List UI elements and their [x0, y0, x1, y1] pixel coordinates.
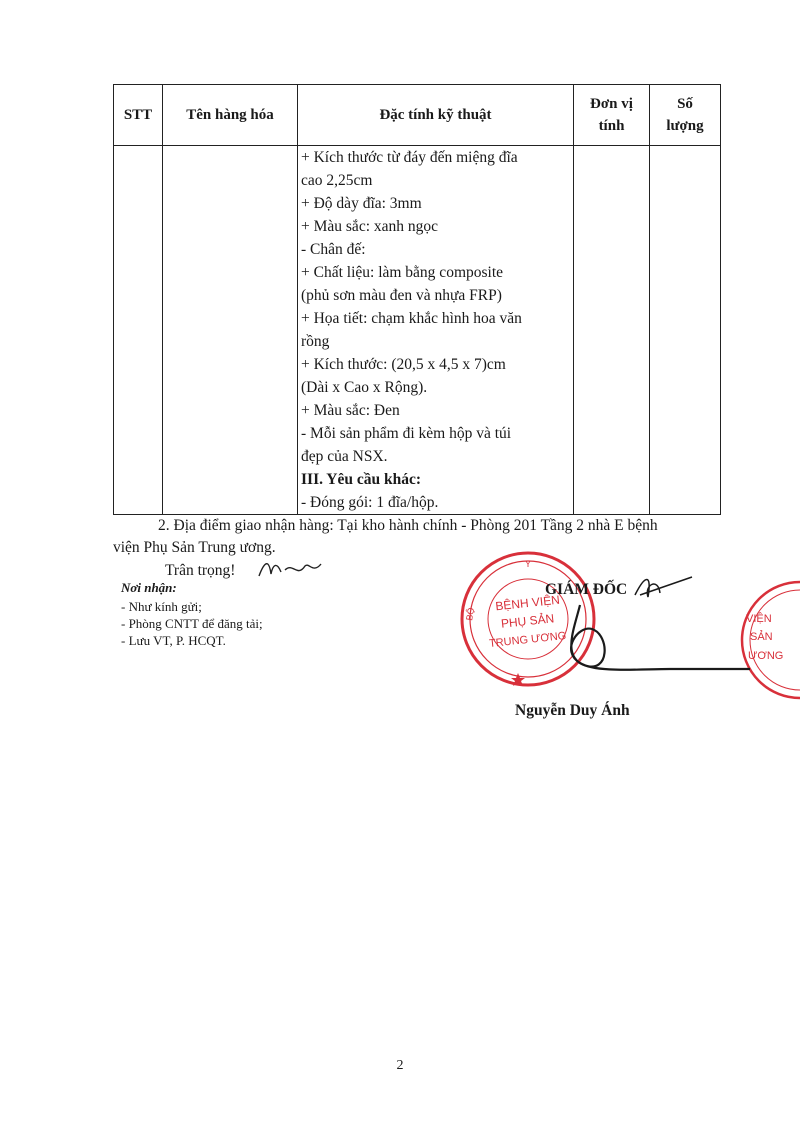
stamp-line-1: BỆNH VIỆN [494, 592, 561, 614]
cell-quantity [650, 146, 721, 515]
initials-signature-icon [255, 556, 325, 584]
closing-text: Trân trọng! [165, 562, 236, 579]
stamp-top-letter: Y [524, 559, 532, 569]
header-stt: STT [114, 85, 163, 146]
list-item: - Như kính gửi; [121, 599, 202, 614]
spec-line: (phủ sơn màu đen và nhựa FRP) [301, 287, 502, 304]
spec-line: - Mỗi sản phẩm đi kèm hộp và túi [301, 425, 512, 442]
header-unit-line2: tính [598, 118, 625, 134]
cell-unit [574, 146, 650, 515]
table-row [114, 146, 721, 515]
partial-stamp-line-3: ƯƠNG [748, 650, 784, 662]
spec-line: + Độ dày đĩa: 3mm [301, 195, 422, 212]
header-quantity [650, 85, 721, 146]
partial-stamp-line-1: VIỆN [746, 613, 772, 625]
spec-line: - Đóng gói: 1 đĩa/hộp. [301, 494, 439, 511]
header-unit [574, 85, 650, 146]
spec-line: + Họa tiết: chạm khắc hình hoa văn [301, 310, 522, 327]
spec-line: cao 2,25cm [301, 172, 373, 189]
page-number: 2 [396, 1058, 404, 1073]
table-header-row [114, 85, 721, 146]
header-product-name: Tên hàng hóa [163, 85, 298, 146]
recipients-list [121, 598, 263, 649]
stamp-left-letters: BỘ [464, 606, 477, 622]
delivery-paragraph [113, 515, 725, 559]
spec-line: + Kích thước: (20,5 x 4,5 x 7)cm [301, 356, 506, 373]
spec-line: + Chất liệu: làm bằng composite [301, 264, 504, 281]
list-item: - Lưu VT, P. HCQT. [121, 633, 226, 648]
spec-line: + Màu sắc: xanh ngọc [301, 218, 439, 235]
partial-stamp-line-2: SẢN [750, 631, 773, 643]
list-item: - Phòng CNTT để đăng tải; [121, 616, 263, 631]
spec-line: (Dài x Cao x Rộng). [301, 379, 428, 396]
spec-line: + Màu sắc: Đen [301, 402, 400, 419]
recipients-title: Nơi nhận: [121, 580, 177, 595]
stamp-line-2: PHỤ SẢN [500, 611, 555, 631]
header-technical-spec: Đặc tính kỹ thuật [298, 85, 574, 146]
spec-line: - Chân đế: [301, 241, 366, 258]
section-heading-other-requirements: III. Yêu cầu khác: [301, 471, 421, 488]
header-quantity-line2: lượng [666, 118, 704, 134]
spec-line: + Kích thước từ đáy đến miệng đĩa [301, 149, 518, 166]
header-quantity-line1: Số [677, 96, 693, 112]
cell-product-name [163, 146, 298, 515]
spec-line: đẹp của NSX. [301, 448, 388, 465]
director-signature-icon [540, 565, 760, 695]
spec-line: rồng [301, 333, 330, 350]
cell-stt [114, 146, 163, 515]
director-title: GIÁM ĐỐC [545, 581, 628, 598]
stamp-line-3: TRUNG ƯƠNG [488, 629, 567, 651]
delivery-line-1: 2. Địa điểm giao nhận hàng: Tại kho hành chính - Phòng 201 Tầng 2 nhà E bệnh [158, 517, 658, 534]
header-unit-line1: Đơn vị [590, 96, 633, 112]
delivery-line-2: viện Phụ Sản Trung ương. [113, 539, 276, 556]
spec-table [113, 84, 721, 515]
cell-technical-spec [298, 146, 574, 515]
signer-name: Nguyễn Duy Ánh [515, 702, 630, 719]
